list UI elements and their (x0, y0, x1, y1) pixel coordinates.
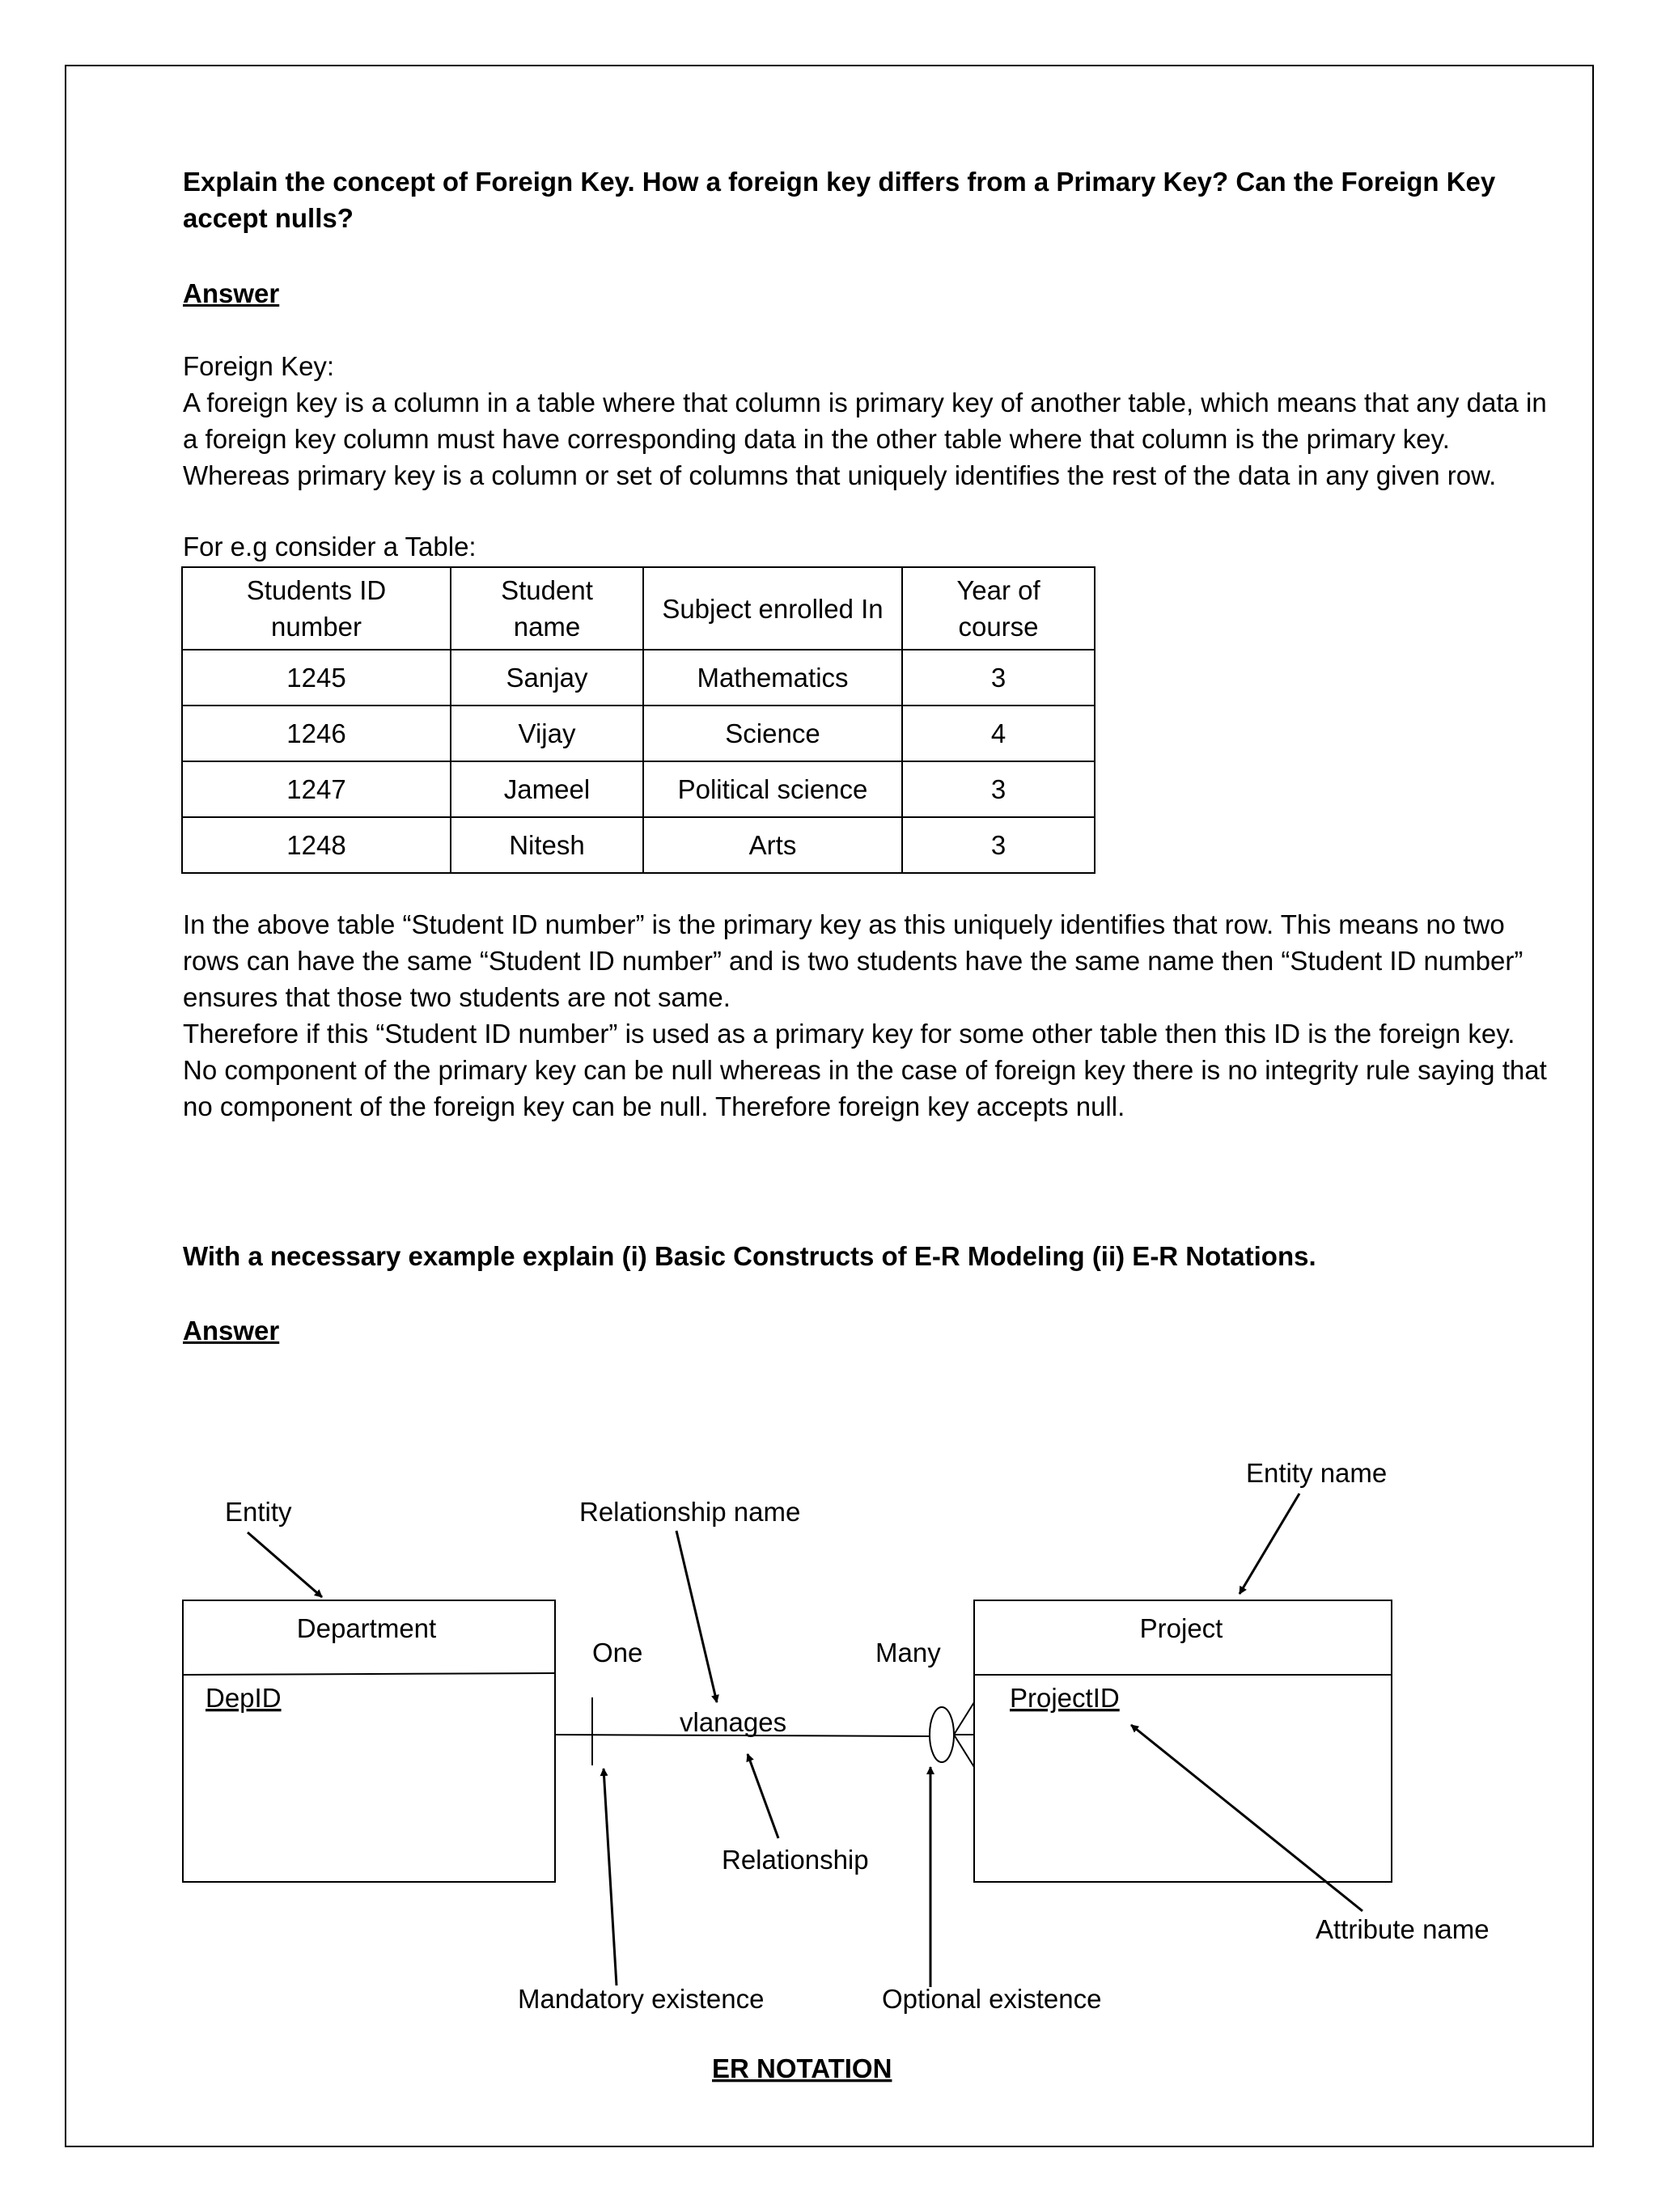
answer-label-2: Answer (183, 1316, 280, 1345)
table-cell: Mathematics (643, 650, 902, 706)
relationship-name-label: Relationship name (579, 1497, 801, 1527)
question-2: With a necessary example explain (i) Basic Constructs of E-R Modeling (ii) E-R Notations. (183, 1241, 1316, 1271)
foreign-key-null-explanation: Therefore if this “Student ID number” is used as a primary key for some other table then this ID is the foreign key. No component of the primary key can be null whereas in the case of foreign key there is no integrity rule saying that no component of the foreign key can be null. Therefore foreign key accepts null. (183, 1019, 1547, 1121)
project-attribute: ProjectID (1010, 1683, 1120, 1713)
table-cell: 4 (902, 706, 1095, 761)
one-label: One (592, 1638, 643, 1667)
table-cell: Political science (643, 761, 902, 817)
department-attribute: DepID (206, 1683, 282, 1713)
entity-name-arrow (1240, 1494, 1299, 1594)
column-header: Student name (451, 567, 643, 650)
mandatory-existence-arrow (604, 1769, 617, 1985)
foreign-key-heading: Foreign Key: (183, 351, 335, 381)
project-entity-name: Project (1139, 1613, 1223, 1643)
department-entity-name: Department (296, 1613, 437, 1643)
optional-existence-label: Optional existence (882, 1984, 1102, 2014)
mandatory-existence-label: Mandatory existence (518, 1984, 765, 2014)
column-header: Students ID number (182, 567, 451, 650)
attribute-name-label: Attribute name (1316, 1914, 1490, 1944)
er-notation-caption: ER NOTATION (712, 2053, 892, 2083)
table-cell: Science (643, 706, 902, 761)
question-1: Explain the concept of Foreign Key. How a foreign key differs from a Primary Key? Can the Foreign Key accept nulls? (183, 167, 1496, 233)
table-cell: 3 (902, 817, 1095, 873)
foreign-key-definition: A foreign key is a column in a table where that column is primary key of another table, which means that any data in a foreign key column must have corresponding data in the other table where that column is the primary key. Whereas primary key is a column or set of columns that uniquely identifies the rest of the data in any given row. (183, 388, 1547, 490)
entity-label: Entity (225, 1497, 292, 1527)
example-intro: For e.g consider a Table: (183, 532, 477, 561)
many-label: Many (875, 1638, 941, 1667)
relationship-arrow (748, 1754, 778, 1838)
table-cell: 1245 (182, 650, 451, 706)
table-cell: 3 (902, 650, 1095, 706)
table-cell: Nitesh (451, 817, 643, 873)
table-cell: 1246 (182, 706, 451, 761)
entity-name-label: Entity name (1246, 1458, 1388, 1488)
crows-foot-mark (954, 1735, 974, 1767)
table-cell: Vijay (451, 706, 643, 761)
table-cell: 1247 (182, 761, 451, 817)
column-header: Subject enrolled In (643, 567, 902, 650)
table-cell: 3 (902, 761, 1095, 817)
table-cell: 1248 (182, 817, 451, 873)
primary-key-explanation: In the above table “Student ID number” is the primary key as this uniquely identifies that row. This means no two rows can have the same “Student ID number” and is two students have the same name then “Student ID number” ensures that those two students are not same. (183, 909, 1524, 1012)
crows-foot-mark (954, 1702, 974, 1735)
answer-label-1: Answer (183, 278, 280, 308)
table-cell: Arts (643, 817, 902, 873)
relationship-text: vlanages (680, 1707, 787, 1737)
table-cell: Sanjay (451, 650, 643, 706)
relationship-name-arrow (676, 1531, 717, 1702)
department-entity (183, 1600, 555, 1882)
column-header: Year of course (902, 567, 1095, 650)
table-cell: Jameel (451, 761, 643, 817)
entity-arrow (248, 1532, 322, 1597)
optional-circle-mark (930, 1707, 954, 1762)
relationship-label: Relationship (722, 1845, 869, 1875)
attribute-name-arrow (1131, 1725, 1362, 1911)
project-entity (974, 1600, 1392, 1882)
